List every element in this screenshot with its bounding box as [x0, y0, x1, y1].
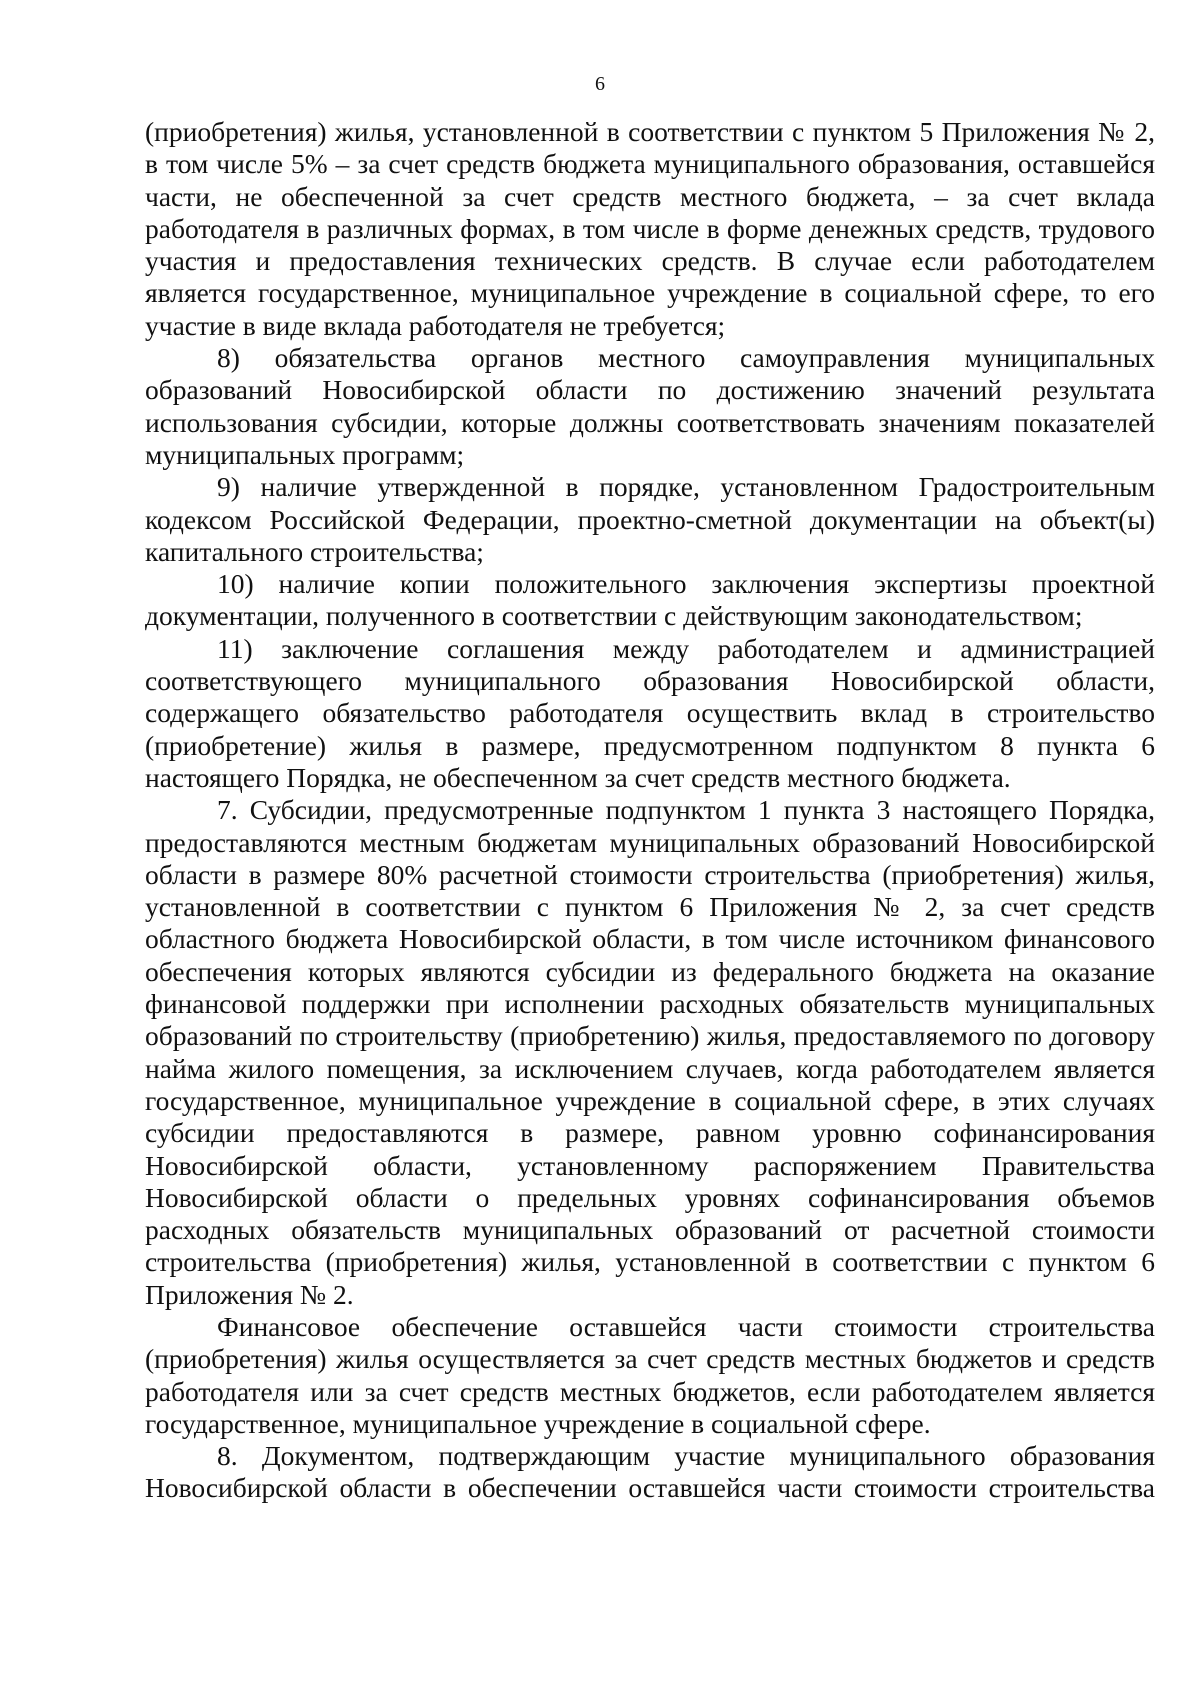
paragraph-item-9: 9) наличие утвержденной в порядке, установленном Градостроительным кодексом Российской Федерации, проектно-сметной документации на объект(ы) капитального строительства; [145, 471, 1155, 567]
paragraph-item-8: 8) обязательства органов местного самоуправления муниципальных образований Новосибирской области по достижению значений результата использования субсидии, которые должны соответствовать значениям показателей муниципальных программ; [145, 342, 1155, 470]
paragraph-financing: Финансовое обеспечение оставшейся части стоимости строительства (приобретения) жилья осуществляется за счет средств местных бюджетов и средств работодателя или за счет средств местных бюджетов, если работодателем является государственное, муниципальное учреждение в социальной сфере. [145, 1310, 1155, 1439]
paragraph-continuation: (приобретения) жилья, установленной в соответствии с пунктом 5 Приложения № 2, в том числе 5% – за счет средств бюджета муниципального образования, оставшейся части, не обеспеченной за счет средств местного бюджета, – за счет вклада работодателя в различных формах, в том числе в форме денежных средств, трудового участия и предоставления технических средств. В случае если работодателем является государственное, муниципальное учреждение в социальной сфере, то его участие в виде вклада работодателя не требуется; [145, 116, 1155, 341]
paragraph-clause-7: 7. Субсидии, предусмотренные подпунктом 1 пункта 3 настоящего Порядка, предоставляются местным бюджетам муниципальных образований Новосибирской области в размере 80% расчетной стоимости строительства (приобретения) жилья, установленной в соответствии с пунктом 6 Приложения № 2, за счет средств областного бюджета Новосибирской области, в том числе источником финансового обеспечения которых являются субсидии из федерального бюджета на оказание финансовой поддержки при исполнении расходных обязательств муниципальных образований по строительству (приобретению) жилья, предоставляемого по договору найма жилого помещения, за исключением случаев, когда работодателем является государственное, муниципальное учреждение в социальной сфере, в этих случаях субсидии предоставляются в размере, равном уровню софинансирования Новосибирской области, установленному распоряжением Правительства Новосибирской области о предельных уровнях софинансирования объемов расходных обязательств муниципальных образований от расчетной стоимости строительства (приобретения) жилья, установленной в соответствии с пунктом 6 Приложения № 2. [145, 794, 1155, 1310]
paragraph-clause-8: 8. Документом, подтверждающим участие муниципального образования Новосибирской области в обеспечении оставшейся части стоимости строительства [145, 1440, 1155, 1504]
document-body [145, 116, 1155, 1505]
paragraph-item-10: 10) наличие копии положительного заключения экспертизы проектной документации, полученного в соответствии с действующим законодательством; [145, 568, 1155, 632]
page-number: 6 [595, 73, 605, 95]
paragraph-item-11: 11) заключение соглашения между работодателем и администрацией соответствующего муниципального образования Новосибирской области, содержащего обязательство работодателя осуществить вклад в строительство (приобретение) жилья в размере, предусмотренном подпунктом 8 пункта 6 настоящего Порядка, не обеспеченном за счет средств местного бюджета. [145, 632, 1155, 793]
